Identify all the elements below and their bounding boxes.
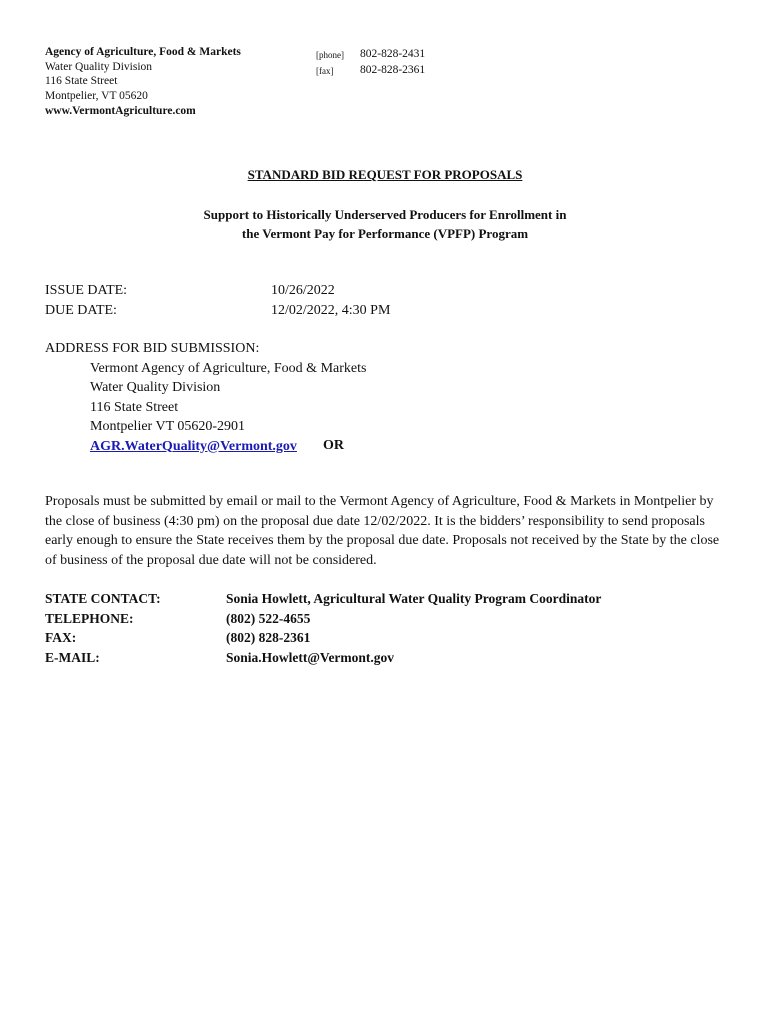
fax-row <box>45 628 601 648</box>
dates-block <box>45 281 390 320</box>
telephone-row <box>45 609 601 629</box>
submission-line-3: 116 State Street <box>90 399 179 415</box>
submission-address <box>45 339 725 456</box>
street-address: 116 State Street <box>45 75 118 87</box>
submission-line-2: Water Quality Division <box>90 380 221 395</box>
issue-date-value: 10/26/2022 <box>271 283 335 298</box>
state-contact-value: Sonia Howlett, Agricultural Water Quality Program Coordinator <box>226 591 602 606</box>
letterhead-contact-numbers <box>360 46 425 78</box>
state-contact-block <box>45 589 601 667</box>
due-date-value: 12/02/2022, 4:30 PM <box>271 302 391 318</box>
submission-line-4: Montpelier VT 05620-2901 <box>90 419 246 434</box>
state-contact-label: STATE CONTACT: <box>45 591 161 606</box>
submission-line-1: Vermont Agency of Agriculture, Food & Markets <box>90 360 367 376</box>
letterhead-contact-tags <box>316 47 344 79</box>
instructions-paragraph: Proposals must be submitted by email or mail to the Vermont Agency of Agriculture, Food & Markets in Montpelier by the close of business (4:30 pm) on the proposal due date 12/02/2022. It is the bidders’ responsibility to send proposals early enough to ensure the State receives them by the proposal due date. Proposals not received by the State by the close of business of the proposal due date will not be considered. <box>45 494 720 568</box>
subtitle-line-2: the Vermont Pay for Performance (VPFP) Program <box>241 226 529 241</box>
due-date-label: DUE DATE: <box>45 302 117 318</box>
city-address: Montpelier, VT 05620 <box>45 89 148 102</box>
state-contact-row <box>45 589 601 609</box>
website-link[interactable]: www.VermontAgriculture.com <box>45 105 196 117</box>
phone-number: 802-828-2431 <box>360 48 426 60</box>
fax-value: (802) 828-2361 <box>226 630 311 645</box>
telephone-value: (802) 522-4655 <box>226 610 311 626</box>
email-value[interactable]: Sonia.Howlett@Vermont.gov <box>226 649 395 665</box>
email-row <box>45 648 601 668</box>
due-date-row <box>45 301 390 321</box>
submission-email-link[interactable]: AGR.WaterQuality@Vermont.gov <box>90 438 297 454</box>
document-subtitle <box>0 205 770 243</box>
letterhead-address <box>45 45 241 119</box>
phone-tag: [phone] <box>316 50 344 60</box>
fax-label: FAX: <box>45 630 77 645</box>
issue-date-row <box>45 281 390 301</box>
submission-email-wrapper <box>45 437 725 457</box>
agency-name: Agency of Agriculture, Food & Markets <box>45 46 241 58</box>
document-title: STANDARD BID REQUEST FOR PROPOSALS <box>247 167 523 182</box>
issue-date-label: ISSUE DATE: <box>45 283 128 298</box>
email-label: E-MAIL: <box>45 649 100 665</box>
telephone-label: TELEPHONE: <box>45 610 134 626</box>
or-separator: OR <box>323 438 344 453</box>
subtitle-line-1: Support to Historically Underserved Producers for Enrollment in <box>203 207 567 222</box>
submission-heading: ADDRESS FOR BID SUBMISSION: <box>45 341 260 356</box>
fax-number: 802-828-2361 <box>360 64 426 76</box>
division-name: Water Quality Division <box>45 60 153 73</box>
fax-tag: [fax] <box>316 66 334 76</box>
